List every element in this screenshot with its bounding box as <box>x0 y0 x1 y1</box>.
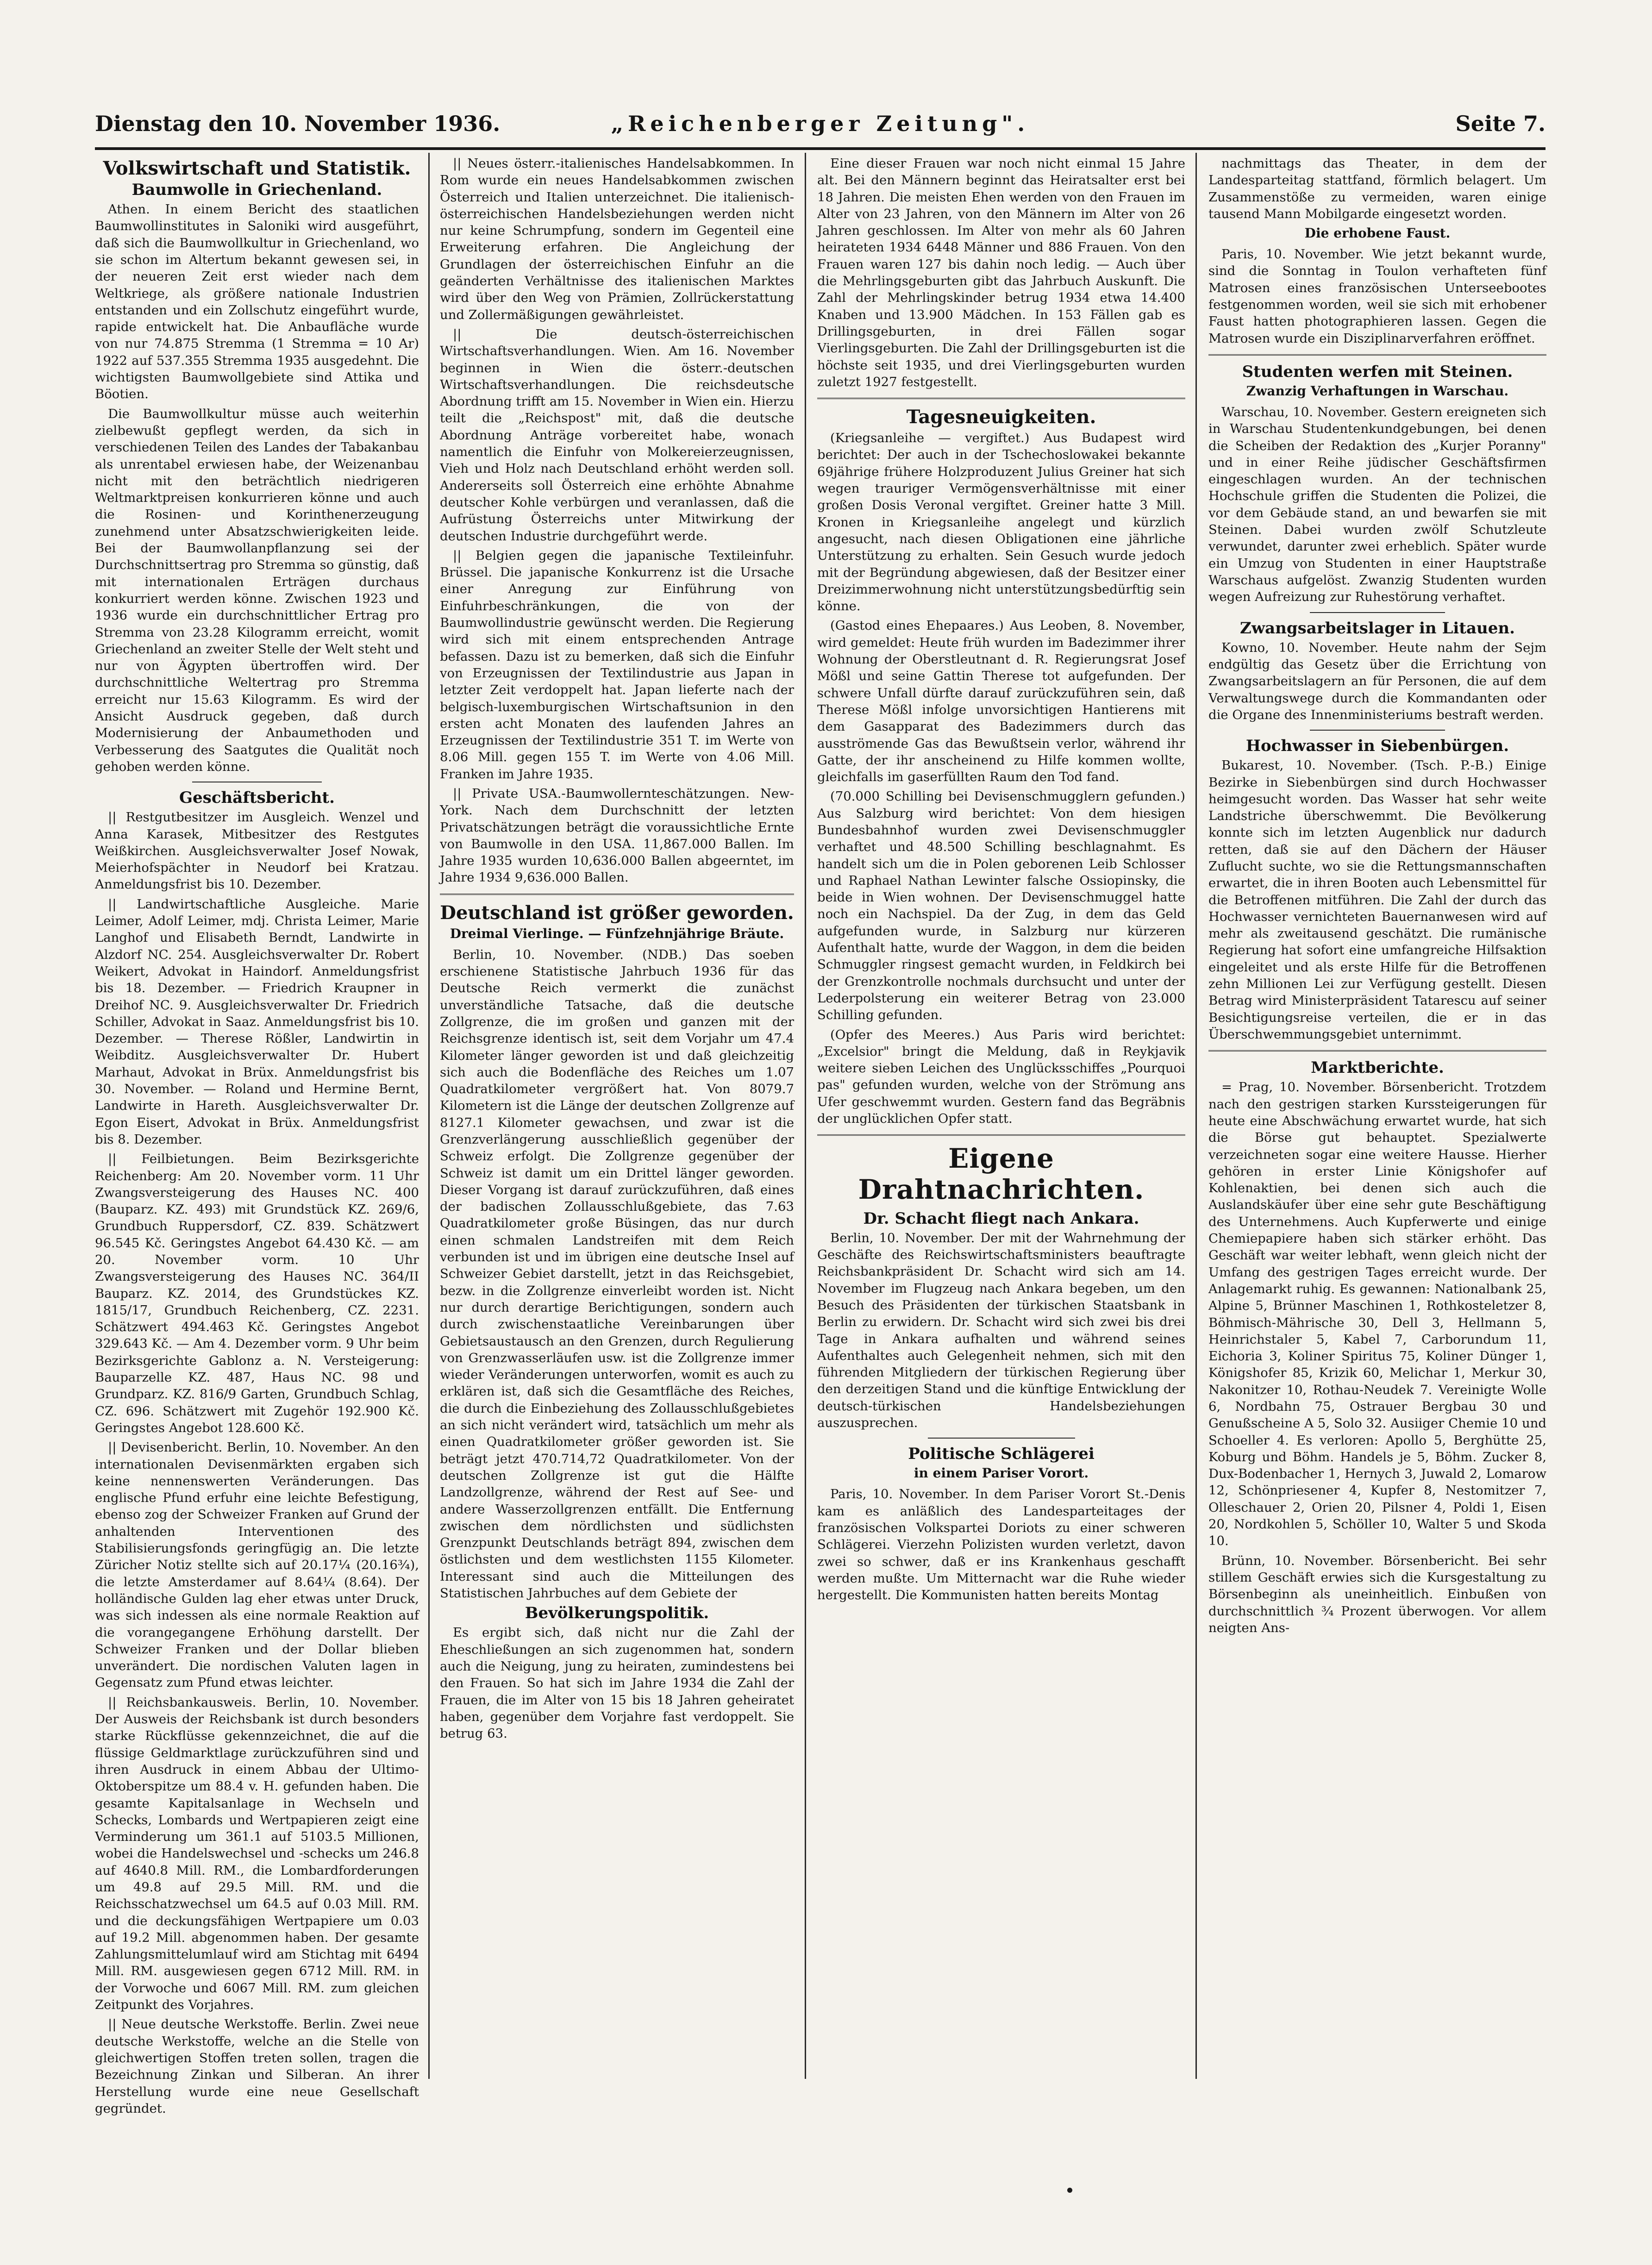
article-heading: Zwangsarbeitslager in Litauen. <box>1240 619 1515 638</box>
issue-date: Dienstag den 10. November 1936. <box>95 111 501 136</box>
article-paragraph: || Die deutsch-österreichischen Wirtschaftsverhandlungen. Wien. Am 16. November beginnen in Wien die österr.-deutschen Wirtschaftsverhandlungen. Die reichsdeutsche Abordnung trifft am 15. November in Wien ein. Hierzu teilt die „Reichspost" mit, daß die deutsche Abordnung Anträge vorbereitet habe, wonach namentlich die Einfuhr von Molkereierzeugnissen, Vieh und Holz nach Deutschland erhöht werden soll. Andererseits soll Österreich eine erhöhte Abnahme deutscher Kohle verbürgen und veranlassen, daß die Aufrüstung Österreichs unter Mitwirkung der deutschen Industrie durchgeführt werde. <box>440 326 794 544</box>
article-paragraph: || Private USA.-Baumwollernteschätzungen. New-York. Nach dem Durchschnitt der letzten Privatschätzungen beträgt die voraussichtliche Ernte von Baumwolle in den USA. 11,867.000 Ballen. Im Jahre 1935 wurden 10,636.000 Ballen abgeerntet, im Jahre 1934 9,636.000 Ballen. <box>440 786 794 885</box>
article-paragraph: Die Baumwollkultur müsse auch weiterhin zielbewußt gepflegt werden, da sich in verschiedenen Teilen des Landes der Tabakanbau als unrentabel erwiesen habe, der Weizenanbau nicht mit den beträchtlich niedrigeren Weltmarktpreisen konkurrieren könne und auch die Rosinen- und Korinthenerzeugung zunehmend unter Absatzschwierigkeiten leide. Bei der Baumwollanpflanzung sei der Durchschnittsertrag pro Stremma so günstig, daß mit internationalen Erträgen durchaus konkurriert werden könne. Zwischen 1923 und 1936 wurde ein durchschnittlicher Ertrag pro Stremma von 23.28 Kilogramm erreicht, womit Griechenland an zweiter Stelle der Welt steht und nur von Ägypten übertroffen wird. Der durchschnittliche Weltertrag pro Stremma erreicht nur 15.63 Kilogramm. Es wird der Ansicht Ausdruck gegeben, daß durch Modernisierung der Anbaumethoden und Verbesserung des Saatgutes die Qualität noch gehoben werden könne. <box>95 406 419 774</box>
article-subheading: Dreimal Vierlinge. — Fünfzehnjährige Bräute. <box>450 926 784 941</box>
article-paragraph: Berlin, 10. November. Der mit der Wahrnehmung der Geschäfte des Reichswirtschaftsministers beauftragte Reichsbankpräsident Dr. Schacht wird sich am 14. November im Flugzeug nach Ankara begeben, um den Besuch des Präsidenten der türkischen Staatsbank in Berlin zu erwidern. Dr. Schacht wird sich zwei bis drei Tage in Ankara aufhalten und während seines Aufenthaltes auch Gelegenheit nehmen, sich mit den führenden Mitgliedern der türkischen Regierung über den derzeitigen Stand und die künftige Entwicklung der deutsch-türkischen Handelsbeziehungen auszusprechen. <box>817 1230 1185 1431</box>
article-heading: Deutschland ist größer geworden. <box>440 901 794 924</box>
article-paragraph: Es ergibt sich, daß nicht nur die Zahl der Eheschließungen an sich zugenommen hat, sondern auch die Neigung, jung zu heiraten, zumindestens bei den Frauen. So hat sich im Jahre 1934 die Zahl der Frauen, die im Alter von 15 bis 18 Jahren geheiratet haben, gegenüber dem Vorjahre fast verdoppelt. Sie betrug 63. <box>440 1625 794 1741</box>
separator <box>817 398 1185 399</box>
section-heading: Marktberichte. <box>1311 1058 1444 1077</box>
article-subheading: in einem Pariser Vorort. <box>914 1465 1089 1481</box>
article-heading: Studenten werfen mit Steinen. <box>1242 362 1513 381</box>
article-paragraph: Paris, 10. November. Wie jetzt bekannt wurde, sind die Sonntag in Toulon verhafteten fünf Matrosen eines französischen Unterseebootes festgenommen worden, weil sie sich mit erhobener Faust hatten photographieren lassen. Gegen die Matrosen wurde ein Disziplinarverfahren eröffnet. <box>1208 247 1546 346</box>
article-subheading: Zwanzig Verhaftungen in Warschau. <box>1246 383 1509 399</box>
article-paragraph: || Landwirtschaftliche Ausgleiche. Marie Leimer, Adolf Leimer, mdj. Christa Leimer, Marie Langhof und Elisabeth Berndt, Landwirte in Alzdorf NC. 254. Ausgleichsverwalter Dr. Robert Weikert, Advokat in Haindorf. Anmeldungsfrist bis 18. Dezember. — Friedrich Kraupner in Dreihof NC. 9. Ausgleichsverwalter Dr. Friedrich Schiller, Advokat in Saaz. Anmeldungsfrist bis 10. Dezember. — Therese Rößler, Landwirtin in Weibditz. Ausgleichsverwalter Dr. Hubert Marhaut, Advokat in Brüx. Anmeldungsfrist bis 30. November. — Roland und Hermine Bernt, Landwirte in Hareth. Ausgleichsverwalter Dr. Egon Eisert, Advokat in Brüx. Anmeldungsfrist bis 8. Dezember. <box>95 896 419 1147</box>
article-paragraph: Warschau, 10. November. Gestern ereigneten sich in Warschau Studentenkundgebungen, bei denen die Scheiben der Redaktion des „Kurjer Poranny" und in einer Reihe jüdischer Geschäftsfirmen eingeschlagen wurden. An der technischen Hochschule griffen die Studenten die Polizei, die vor dem Gebäude stand, an und bewarfen sie mit Steinen. Dabei wurden zwölf Schutzleute verwundet, darunter zwei erheblich. Später wurde ein Umzug von Studenten in einer Hauptstraße Warschaus aufgelöst. Zwanzig Studenten wurden wegen Aufreizung zur Ruhestörung verhaftet. <box>1208 404 1546 605</box>
article-paragraph: Bukarest, 10. November. (Tsch. P.-B.) Einige Bezirke in Siebenbürgen sind durch Hochwasser heimgesucht worden. Das Wasser hat sehr weite Landstriche überschwemmt. Die Bevölkerung konnte sich im letzten Augenblick nur dadurch retten, daß sie auf den Dächern der Häuser Zuflucht suchte, wo sie die Rettungsmannschaften erwartet, die in ihren Booten auch Lebensmittel für die Betroffenen mitführen. Die Zahl der durch das Hochwasser vernichteten Bauernanwesen wird auf mehr als zweitausend geschätzt. Die rumänische Regierung hat sofort eine umfangreiche Hilfsaktion eingeleitet und als erste Hilfe für die Betroffenen zehn Millionen Lei zur Verfügung gestellt. Diesen Betrag wird Ministerpräsident Tatarescu auf seiner Besichtigungsreise verteilen, die er in das Überschwemmungsgebiet unternimmt. <box>1208 758 1546 1042</box>
article-heading: Dr. Schacht fliegt nach Ankara. <box>863 1209 1139 1228</box>
column-1 <box>95 155 419 2116</box>
separator <box>1208 354 1546 356</box>
article-paragraph: (70.000 Schilling bei Devisenschmugglern gefunden.) Aus Salzburg wird berichtet: Von dem hiesigen Bundesbahnhof wurden zwei Devisenschmuggler verhaftet und 48.500 Schilling beschlagnahmt. Es handelt sich um die in Polen geborenen Leib Schlosser und Raphael Nathan Lewinter falsche Ossiopinsky, die beide in Wien wohnen. Der Devisenschmuggel hatte noch ein Nachspiel. Da der Zug, in dem das Geld aufgefunden wurde, in Salzburg nur kürzeren Aufenthalt hatte, wurde der Waggon, in dem die beiden Schmuggler ringsest gemacht wurden, in Feldkirch bei der Grenzkontrolle nochmals durchsucht und unter der Lederpolsterung ein weiterer Betrag von 23.000 Schilling gefunden. <box>817 789 1185 1023</box>
article-heading: Geschäftsbericht. <box>179 788 335 807</box>
separator <box>1310 612 1445 613</box>
article-heading: Baumwolle in Griechenland. <box>131 181 382 199</box>
print-dot <box>1067 2188 1072 2193</box>
article-paragraph: Athen. In einem Bericht des staatlichen Baumwollinstitutes in Saloniki wird ausgeführt, daß sich die Baumwollkultur in Griechenland, wo sie schon im Altertum bekannt gewesen sei, in der neueren Zeit erst wieder nach dem Weltkriege, als größere nationale Industrien entstanden und ein Zollschutz eingeführt wurde, rapide entwickelt hat. Die Anbaufläche wurde von nur 74.875 Stremma (1 Stremma = 10 Ar) 1922 auf 537.355 Stremma 1935 ausgedehnt. Die wichtigsten Baumwollgebiete sind Attika und Böotien. <box>95 202 419 402</box>
article-paragraph: (Gastod eines Ehepaares.) Aus Leoben, 8. November, wird gemeldet: Heute früh wurden im Badezimmer ihrer Wohnung der Oberstleutnant d. R. Regierungsrat Josef Mößl und seine Gattin Therese tot aufgefunden. Der schwere Unfall dürfte darauf zurückzuführen sein, daß Therese Mößl infolge unvorsichtigen Hantierens mit dem Gasapparat des Badezimmers durch das ausströmende Gas das Bewußtsein verlor, während ihr Gatte, der ihr anscheinend zu Hilfe kommen wollte, gleichfalls im gaserfüllten Raum den Tod fand. <box>817 618 1185 785</box>
section-heading: Eigene Drahtnachrichten. <box>858 1143 1145 1206</box>
article-paragraph: Brünn, 10. November. Börsenbericht. Bei sehr stillem Geschäft erwies sich die Kursgestaltung zu Börsenbeginn als uneinheitlich. Einbußen von durchschnittlich ¾ Prozent überwogen. Vor allem neigten Ans- <box>1208 1553 1546 1635</box>
separator <box>817 1134 1185 1136</box>
column-rule <box>1195 153 1197 2079</box>
article-paragraph: || Restgutbesitzer im Ausgleich. Wenzel und Anna Karasek, Mitbesitzer des Restgutes Weißkirchen. Ausgleichsverwalter Josef Nowak, Meierhofspächter in Neudorf bei Kratzau. Anmeldungsfrist bis 10. Dezember. <box>95 810 419 892</box>
separator <box>1310 730 1445 731</box>
newspaper-title: „Reichenberger Zeitung". <box>611 111 1030 136</box>
masthead <box>95 111 1546 144</box>
article-paragraph: Berlin, 10. November. (NDB.) Das soeben erschienene Statistische Jahrbuch 1936 für das Deutsche Reich vermerkt die zunächst unverständliche Tatsache, daß die deutsche Zollgrenze, die im großen und ganzen mit der Reichsgrenze identisch ist, seit dem Vorjahr um 47.4 Kilometer länger geworden ist und daß gleichzeitig sich auch die Bodenfläche des Reiches um 1.07 Quadratkilometer vergrößert hat. Von 8079.7 Kilometern ist die Länge der deutschen Zollgrenze auf 8127.1 Kilometer gewachsen, und zwar ist die Grenzverlängerung ausschließlich gegenüber der Schweiz erfolgt. Die Zollgrenze gegenüber der Schweiz ist damit um ein Drittel länger geworden. Dieser Vorgang ist darauf zurückzuführen, daß eines der badischen Zollausschlußgebiete, das 7.63 Quadratkilometer große Büsingen, das nur durch einen schmalen Landstreifen mit dem Reich verbunden ist und im übrigen eine deutsche Insel auf Schweizer Gebiet darstellt, jetzt in das Reichsgebiet, bezw. in die Zollgrenze einverleibt worden ist. Nicht nur durch derartige Berichtigungen, sondern auch durch zwischenstaatliche Vereinbarungen über Gebietsaustausch an den Grenzen, durch Regulierung von Grenzwasserläufen usw. ist die Zollgrenze immer wieder Veränderungen unterworfen, womit es auch zu erklären ist, daß sich die Gesamtfläche des Reiches, die durch die Einbeziehung des Zollausschlußgebietes an sich nicht verändert wird, tatsächlich um mehr als einen Quadratkilometer größer geworden ist. Sie beträgt jetzt 470.714,72 Quadratkilometer. Von der deutschen Zollgrenze ist gut die Hälfte Landzollgrenze, während der Rest auf See- und andere Wasserzollgrenzen entfällt. Die Entfernung zwischen dem nördlichsten und südlichsten Grenzpunkt Deutschlands beträgt 894, zwischen dem östlichsten und dem westlichsten 1155 Kilometer. Interessant sind auch die Mitteilungen des Statistischen Jahrbuches auf dem Gebiete der <box>440 947 794 1601</box>
article-paragraph: || Belgien gegen die japanische Textileinfuhr. Brüssel. Die japanische Konkurrenz ist die Ursache einer Anregung zur Einführung von Einfuhrbeschränkungen, die von der Baumwollindustrie gewünscht werden. Die Regierung wird sich mit einem entsprechenden Antrage befassen. Dazu ist zu bemerken, daß sich die Einfuhr von Erzeugnissen der Textilindustrie aus Japan in letzter Zeit verdoppelt hat. Japan lieferte nach der belgisch-luxemburgischen Wirtschaftsunion in den ersten acht Monaten des laufenden Jahres an Erzeugnissen der Textilindustrie 351 T. im Werte von 8.06 Mill. gegen 155 T. im Werte von 4.06 Mill. Franken im Jahre 1935. <box>440 548 794 782</box>
page-number: Seite 7. <box>1455 111 1546 136</box>
article-paragraph: || Feilbietungen. Beim Bezirksgerichte Reichenberg: Am 20. November vorm. 11 Uhr Zwangsversteigerung des Hauses NC. 400 (Bauparz. KZ. 493) mit Grundstück KZ. 269/6, Grundbuch Ruppersdorf, CZ. 839. Schätzwert 96.545 Kč. Geringstes Angebot 64.430 Kč. — am 20. November vorm. 10 Uhr Zwangsversteigerung des Hauses NC. 364/II Bauparz. KZ. 2014, des Grundstückes KZ. 1815/17, Grundbuch Reichenberg, CZ. 2231. Schätzwert 494.463 Kč. Geringstes Angebot 329.643 Kč. — Am 4. Dezember vorm. 9 Uhr beim Bezirksgerichte Gablonz a. N. Versteigerung: Bauparzelle KZ. 487, Haus NC. 98 und Grundparz. KZ. 816/9 Garten, Grundbuch Schlag, CZ. 696. Schätzwert mit Zugehör 192.900 Kč. Geringstes Angebot 128.600 Kč. <box>95 1151 419 1435</box>
article-heading: Hochwasser in Siebenbürgen. <box>1245 737 1509 756</box>
article-paragraph: Kowno, 10. November. Heute nahm der Sejm endgültig das Gesetz über die Errichtung von Zwangsarbeitslagern an für Personen, die auf dem Verwaltungswege durch die Kommandanten oder die Organe des Innenministeriums bestraft werden. <box>1208 640 1546 722</box>
column-rule <box>428 153 430 2079</box>
article-paragraph: || Devisenbericht. Berlin, 10. November. An den internationalen Devisenmärkten ergaben sich keine nennenswerten Veränderungen. Das englische Pfund erfuhr eine leichte Befestigung, ebenso zog der Schweizer Franken auf Grund der anhaltenden Interventionen des Stabilisierungsfonds geringfügig an. Die letzte Züricher Notiz stellte sich auf 20.17¼ (20.16¾), die letzte Amsterdamer auf 8.64¼ (8.64). Der holländische Gulden lag eher etwas unter Druck, was sich indessen als eine normale Reaktion auf die vorangegangene Erhöhung darstellt. Der Schweizer Franken und der Dollar blieben unverändert. Die nordischen Valuten lagen in Gegensatz zum Pfund etwas leichter. <box>95 1440 419 1690</box>
separator <box>928 1438 1075 1439</box>
column-3 <box>817 155 1185 2077</box>
article-paragraph: || Neues österr.-italienisches Handelsabkommen. In Rom wurde ein neues Handelsabkommen zwischen Österreich und Italien unterzeichnet. Die italienisch-österreichischen Handelsbeziehungen werden nicht nur keine Schrumpfung, sondern im Gegenteil eine Erweiterung erfahren. Die Angleichung der Grundlagen der österreichischen Einfuhr an die geänderten Verhältnisse des italienischen Marktes wird über den Weg von Prämien, Zollrückerstattung und Zollermäßigungen gewährleistet. <box>440 156 794 322</box>
article-paragraph: Paris, 10. November. In dem Pariser Vorort St.-Denis kam es anläßlich des Landesparteitages der französischen Volkspartei Doriots zu einer schweren Schlägerei. Vierzehn Polizisten wurden verletzt, davon zwei so schwer, daß er ins Krankenhaus geschafft werden mußte. Um Mitternacht war die Ruhe wieder hergestellt. Die Kommunisten hatten bereits Montag <box>817 1487 1185 1603</box>
separator <box>1208 1050 1546 1051</box>
section-heading: Volkswirtschaft und Statistik. <box>103 157 411 179</box>
article-paragraph: || Neue deutsche Werkstoffe. Berlin. Zwei neue deutsche Werkstoffe, welche an die Stelle von gleichwertigen Stoffen treten sollen, tragen die Bezeichnung Zinkan und Silberan. An ihrer Herstellung wurde eine neue Gesellschaft gegründet. <box>95 2017 419 2116</box>
article-paragraph: (Opfer des Meeres.) Aus Paris wird berichtet: „Excelsior" bringt die Meldung, daß in Reykjavik weitere sieben Leichen des Unglücksschiffes „Pourquoi pas" gefunden wurden, welche von der Strömung ans Ufer geschwemmt wurden. Gestern fand das Begräbnis der unglücklichen Opfer statt. <box>817 1027 1185 1126</box>
masthead-rule <box>95 147 1546 150</box>
article-paragraph: nachmittags das Theater, in dem der Landesparteitag stattfand, förmlich belagert. Um Zusammenstöße zu vermeiden, waren einige tausend Mann Mobilgarde eingesetzt worden. <box>1208 156 1546 221</box>
article-paragraph: = Prag, 10. November. Börsenbericht. Trotzdem nach den gestrigen starken Kurssteigerungen für heute eine Abschwächung erwartet wurde, hat sich die Börse gut behauptet. Spezialwerte verzeichneten sogar eine weitere Hausse. Hierher gehören in erster Linie Königshofer auf Kohlenaktien, bei denen sich auch die Auslandskäufer über eine sehr gute Beschäftigung des Unternehmens. Auch Kupferwerte und einige Chemiepapiere haben sich stärker erhöht. Das Geschäft war weiter lebhaft, wenn gleich nicht der Umfang des gestrigen Tages erreicht wurde. Der Anlagemarkt ruhig. Es gewannen: Nationalbank 25, Alpine 5, Brünner Maschinen 1, Rothkosteletzer 8, Böhmisch-Mährische 30, Dell 3, Hellmann 5, Heinrichstaler 5, Kabel 7, Carborundum 11, Eichoria 3, Koliner Spiritus 75, Koliner Dünger 1, Königshofer 85, Krizik 60, Melichar 1, Merkur 30, Nakonitzer 10, Rothau-Neudek 7. Vereinigte Wolle 6, Nordbahn 75, Ostrauer Bergbau 30 und Genußscheine A 5, Solo 32. Ausiiger Chemie 10 und Schoeller 4. Es verloren: Apollo 5, Berghütte 25, Koburg und Böhm. Handels je 5, Böhm. Zucker 8, Dux-Bodenbacher 1, Hernych 3, Juwald 2, Lomarow 12, Schönpriesener 4, Kupfer 8, Nestomitzer 7, Olleschauer 2, Orien 20, Pilsner 4, Poldi 1, Eisen 20, Nordkohlen 5, Schöller 10, Walter 5 und Skoda 10. <box>1208 1080 1546 1549</box>
column-rule <box>805 153 806 2079</box>
article-subheading: Die erhobene Faust. <box>1304 225 1451 241</box>
column-4 <box>1208 155 1546 2077</box>
article-subheading: Bevölkerungspolitik. <box>525 1604 709 1623</box>
separator <box>440 894 794 895</box>
article-paragraph: (Kriegsanleihe — vergiftet.) Aus Budapest wird berichtet: Der auch in der Tschechoslowakei bekannte 69jährige frühere Holzproduzent Julius Greiner hat sich wegen trauriger Vermögensverhältnisse mit einer großen Dosis Veronal vergiftet. Greiner hatte 3 Mill. Kronen in Kriegsanleihe angelegt und kürzlich angesucht, nach diesen Obligationen eine jährliche Unterstützung zu erhalten. Sein Gesuch wurde jedoch mit der Begründung abgewiesen, daß der Besitzer einer Dreizimmerwohnung nicht unterstützungsbedürftig sein könne. <box>817 431 1185 614</box>
article-paragraph: || Reichsbankausweis. Berlin, 10. November. Der Ausweis der Reichsbank ist durch besonders starke Rückflüsse gekennzeichnet, die auf die flüssige Geldmarktlage zurückzuführen sind und ihren Ausdruck in einem Abbau der Ultimo-Oktoberspitze um 88.4 v. H. gefunden haben. Die gesamte Kapitalsanlage in Wechseln und Schecks, Lombards und Wertpapieren zeigt eine Verminderung um 361.1 auf 5103.5 Millionen, wobei die Handelswechsel und -schecks um 246.8 auf 4640.8 Mill. RM., die Lombardforderungen um 49.8 auf 29.5 Mill. RM. und die Reichsschatzwechsel um 64.5 auf 0.03 Mill. RM. und die deckungsfähigen Wertpapiere um 0.03 auf 19.2 Mill. abgenommen haben. Der gesamte Zahlungsmittelumlauf wird am Stichtag mit 6494 Mill. RM. ausgewiesen gegen 6712 Mill. RM. in der Vorwoche und 6067 Mill. RM. zum gleichen Zeitpunkt des Vorjahres. <box>95 1695 419 2013</box>
article-heading: Politische Schlägerei <box>908 1445 1095 1464</box>
article-paragraph: Eine dieser Frauen war noch nicht einmal 15 Jahre alt. Bei den Männern beginnt das Heiratsalter erst bei 18 Jahren. Die meisten Ehen werden von den Frauen im Alter von 23 Jahren, von den Männern im Alter von 26 Jahren geschlossen. Im Alter von mehr als 60 Jahren heirateten 1934 6448 Männer und 886 Frauen. Von den Frauen waren 127 bis dahin noch ledig. — Auch über die Mehrlingsgeburten gibt das Jahrbuch Auskunft. Die Zahl der Mehrlingskinder betrug 1934 etwa 14.400 Knaben und 13.900 Mädchen. In 153 Fällen gab es Drillingsgeburten, in drei Fällen sogar Vierlingsgeburten. Die Zahl der Drillingsgeburten ist die höchste seit 1935, und drei Vierlingsgeburten wurden zuletzt 1927 festgestellt. <box>817 156 1185 389</box>
section-heading: Tagesneuigkeiten. <box>906 406 1096 428</box>
column-2 <box>440 155 794 2077</box>
